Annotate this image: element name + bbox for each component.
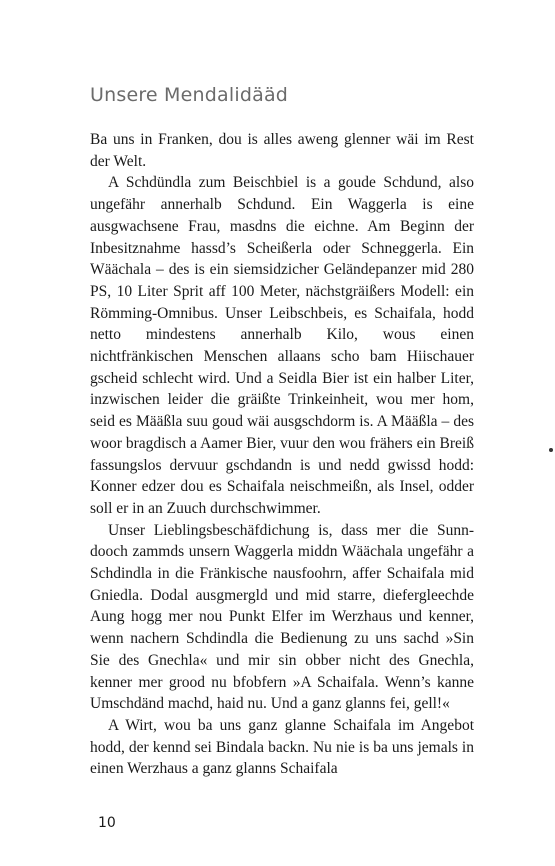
chapter-title: Unsere Mendalidääd [90,84,289,106]
page-number: 10 [98,815,116,831]
paragraph: Unser Lieblingsbeschäfdichung is, dass mer die Sunndooch zammds unsern Waggerla middn Wäächala ungefähr a Schdindla in die Fränkische nausfoohrn, affer Schaifala mid Gniedla. Dodal ausgmergld und mid starre, diefergleechde Aung hogg mer nou Punkt Elfer im Werzhaus und kenner, wenn nachern Schdindla die Bedienung zu uns sachd »Sin Sie des Gnechla« und mir sin obber nicht des Gnechla, kenner mer grood nu bfobfern »A Schaifala. Wenn’s kanne Umschdänd machd, haid nu. Und a ganz glanns fei, gell!« [90,521,474,713]
body-text [90,129,474,780]
paragraph: A Schdündla zum Beischbiel is a goude Schdund, also ungefähr annerhalb Schdund. Ein Waggerla is eine ausgwachsene Frau, masdns die eichne. Am Beginn der Inbesitznahme hassd’s Scheißerla oder Schneggerla. Ein Wäächala – des is ein siemsidzicher Geländepanzer mid 280 PS, 10 Liter Sprit aff 100 Meter, nächstgräißers Modell: ein Römming-Omnibus. Unser Leibschbeis, es Schaifala, hodd netto mindestens annerhalb Kilo, wous einen nichtfränkischen Menschen allaans scho bam Hiischauer gscheid schlecht wird. Und a Seidla Bier ist ein halber Liter, inzwischen leider die gräißte Trinkeinheit, wou mer hom, seid es Määßla suu goud wäi ausgschdorm is. A Määßla – des woor bragdisch a Aamer Bier, vuur den wou frähers ein Breiß fassungslos dervuur gschdandn is und nedd gwissd hodd: Konner edzer dou es Schaifala neischmeißn, als Insel, odder soll er in an Zuuch durchschwimmer. [90,174,474,517]
paragraph: A Wirt, wou ba uns ganz glanne Schaifala im Angebot hodd, der kennd sei Bindala backn. Nu nie is ba uns jemals in einen Werzhaus a ganz glanns Schaifala [90,716,474,778]
edge-mark [549,448,553,452]
paragraph: Ba uns in Franken, dou is alles aweng glenner wäi im Rest der Welt. [90,131,474,170]
